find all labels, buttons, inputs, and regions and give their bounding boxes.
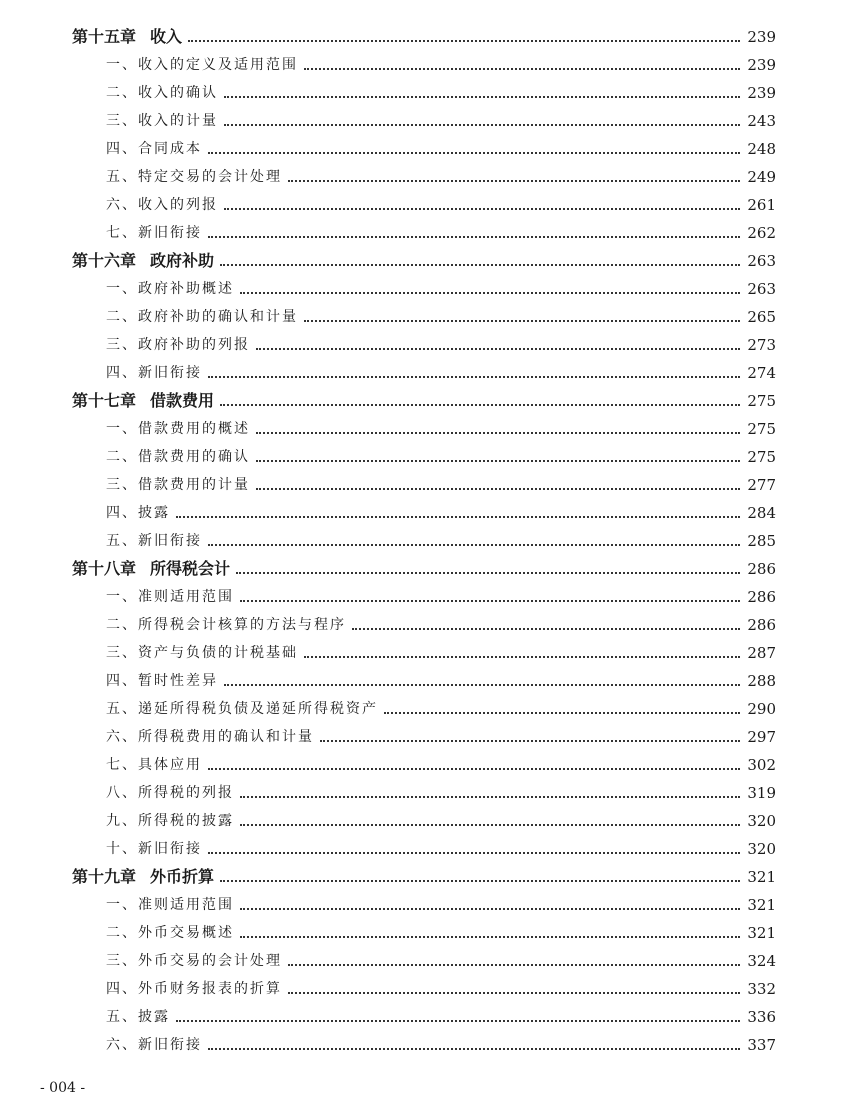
section-title: 九、所得税的披露 xyxy=(106,813,234,829)
section-title: 三、政府补助的列报 xyxy=(106,337,250,353)
page-ref: 302 xyxy=(747,756,776,774)
chapter-number: 第十七章 xyxy=(72,391,137,410)
page-ref: 239 xyxy=(747,28,776,46)
section-title: 三、借款费用的计量 xyxy=(106,477,250,493)
page-ref: 263 xyxy=(747,252,776,270)
page-ref: 249 xyxy=(747,168,776,186)
chapter-number: 第十六章 xyxy=(72,251,137,270)
chapter-number: 第十五章 xyxy=(72,27,137,46)
toc-section-row[interactable] xyxy=(72,944,776,972)
toc-section-row[interactable] xyxy=(72,496,776,524)
dot-leader xyxy=(256,487,740,490)
dot-leader xyxy=(384,711,740,714)
dot-leader xyxy=(220,263,740,266)
toc-chapter-row[interactable] xyxy=(72,20,776,48)
page-ref: 290 xyxy=(747,700,776,718)
section-title: 二、所得税会计核算的方法与程序 xyxy=(106,617,346,633)
section-title: 六、新旧衔接 xyxy=(106,1037,202,1053)
page-ref: 286 xyxy=(747,588,776,606)
dot-leader xyxy=(240,291,740,294)
section-title: 一、准则适用范围 xyxy=(106,897,234,913)
chapter-name: 收入 xyxy=(150,27,183,46)
dot-leader xyxy=(304,319,740,322)
dot-leader xyxy=(188,39,740,42)
dot-leader xyxy=(176,515,740,518)
section-title: 六、所得税费用的确认和计量 xyxy=(106,729,314,745)
chapter-title xyxy=(72,26,188,48)
page-ref: 286 xyxy=(747,560,776,578)
toc-section-row[interactable] xyxy=(72,328,776,356)
page-ref: 285 xyxy=(747,532,776,550)
toc-section-row[interactable] xyxy=(72,1028,776,1056)
toc-section-row[interactable] xyxy=(72,132,776,160)
dot-leader xyxy=(208,543,740,546)
section-title: 三、资产与负债的计税基础 xyxy=(106,645,298,661)
chapter-title xyxy=(72,390,220,412)
page-ref: 319 xyxy=(747,784,776,802)
toc-section-row[interactable] xyxy=(72,104,776,132)
section-title: 七、具体应用 xyxy=(106,757,202,773)
dot-leader xyxy=(256,459,740,462)
dot-leader xyxy=(220,879,740,882)
section-title: 二、外币交易概述 xyxy=(106,925,234,941)
dot-leader xyxy=(288,991,740,994)
page-ref: 274 xyxy=(747,364,776,382)
page-ref: 321 xyxy=(747,924,776,942)
section-title: 四、合同成本 xyxy=(106,141,202,157)
chapter-name: 借款费用 xyxy=(150,391,215,410)
page-ref: 337 xyxy=(747,1036,776,1054)
section-title: 七、新旧衔接 xyxy=(106,225,202,241)
page-ref: 275 xyxy=(747,392,776,410)
dot-leader xyxy=(208,767,740,770)
toc-section-row[interactable] xyxy=(72,272,776,300)
toc-chapter-row[interactable] xyxy=(72,244,776,272)
chapter-title xyxy=(72,250,220,272)
toc-section-row[interactable] xyxy=(72,916,776,944)
page-ref: 284 xyxy=(747,504,776,522)
section-title: 一、准则适用范围 xyxy=(106,589,234,605)
section-title: 四、新旧衔接 xyxy=(106,365,202,381)
chapter-name: 外币折算 xyxy=(150,867,215,886)
dot-leader xyxy=(256,431,740,434)
toc-chapter-row[interactable] xyxy=(72,552,776,580)
page-ref: 263 xyxy=(747,280,776,298)
dot-leader xyxy=(352,627,740,630)
toc-section-row[interactable] xyxy=(72,440,776,468)
page-ref: 286 xyxy=(747,616,776,634)
toc-section-row[interactable] xyxy=(72,608,776,636)
toc-section-row[interactable] xyxy=(72,48,776,76)
page-ref: 321 xyxy=(747,896,776,914)
page-ref: 239 xyxy=(747,56,776,74)
toc-section-row[interactable] xyxy=(72,412,776,440)
toc-section-row[interactable] xyxy=(72,888,776,916)
toc-section-row[interactable] xyxy=(72,468,776,496)
toc-section-row[interactable] xyxy=(72,580,776,608)
toc-section-row[interactable] xyxy=(72,1000,776,1028)
dot-leader xyxy=(208,235,740,238)
dot-leader xyxy=(240,599,740,602)
toc-section-row[interactable] xyxy=(72,160,776,188)
toc-section-row[interactable] xyxy=(72,692,776,720)
dot-leader xyxy=(208,151,740,154)
page-ref: 321 xyxy=(747,868,776,886)
toc-chapter-row[interactable] xyxy=(72,860,776,888)
dot-leader xyxy=(288,963,740,966)
page-ref: 275 xyxy=(747,420,776,438)
chapter-number: 第十九章 xyxy=(72,867,137,886)
section-title: 十、新旧衔接 xyxy=(106,841,202,857)
toc-section-row[interactable] xyxy=(72,972,776,1000)
dot-leader xyxy=(224,95,740,98)
dot-leader xyxy=(320,739,740,742)
chapter-title xyxy=(72,866,220,888)
section-title: 五、递延所得税负债及递延所得税资产 xyxy=(106,701,378,717)
page-ref: 248 xyxy=(747,140,776,158)
toc-section-row[interactable] xyxy=(72,216,776,244)
dot-leader xyxy=(224,207,740,210)
toc-section-row[interactable] xyxy=(72,804,776,832)
section-title: 三、外币交易的会计处理 xyxy=(106,953,282,969)
table-of-contents xyxy=(72,20,776,1056)
page-ref: 320 xyxy=(747,812,776,830)
page-ref: 262 xyxy=(747,224,776,242)
page-ref: 243 xyxy=(747,112,776,130)
toc-section-row[interactable] xyxy=(72,188,776,216)
toc-section-row[interactable] xyxy=(72,524,776,552)
section-title: 八、所得税的列报 xyxy=(106,785,234,801)
chapter-number: 第十八章 xyxy=(72,559,137,578)
section-title: 一、借款费用的概述 xyxy=(106,421,250,437)
section-title: 二、政府补助的确认和计量 xyxy=(106,309,298,325)
page-ref: 288 xyxy=(747,672,776,690)
dot-leader xyxy=(304,655,740,658)
dot-leader xyxy=(224,123,740,126)
section-title: 二、借款费用的确认 xyxy=(106,449,250,465)
dot-leader xyxy=(208,1047,740,1050)
dot-leader xyxy=(240,795,740,798)
page-number: - 004 - xyxy=(40,1080,86,1096)
section-title: 一、政府补助概述 xyxy=(106,281,234,297)
chapter-name: 政府补助 xyxy=(150,251,215,270)
page-ref: 332 xyxy=(747,980,776,998)
toc-section-row[interactable] xyxy=(72,664,776,692)
section-title: 五、特定交易的会计处理 xyxy=(106,169,282,185)
section-title: 四、外币财务报表的折算 xyxy=(106,981,282,997)
toc-section-row[interactable] xyxy=(72,720,776,748)
section-title: 五、披露 xyxy=(106,1009,170,1025)
section-title: 六、收入的列报 xyxy=(106,197,218,213)
page-ref: 273 xyxy=(747,336,776,354)
dot-leader xyxy=(224,683,740,686)
section-title: 四、披露 xyxy=(106,505,170,521)
page-ref: 277 xyxy=(747,476,776,494)
section-title: 二、收入的确认 xyxy=(106,85,218,101)
dot-leader xyxy=(208,851,740,854)
page-ref: 287 xyxy=(747,644,776,662)
dot-leader xyxy=(220,403,740,406)
chapter-title xyxy=(72,558,236,580)
toc-section-row[interactable] xyxy=(72,300,776,328)
toc-chapter-row[interactable] xyxy=(72,384,776,412)
section-title: 一、收入的定义及适用范围 xyxy=(106,57,298,73)
dot-leader xyxy=(236,571,740,574)
section-title: 五、新旧衔接 xyxy=(106,533,202,549)
toc-section-row[interactable] xyxy=(72,776,776,804)
dot-leader xyxy=(256,347,740,350)
page-ref: 336 xyxy=(747,1008,776,1026)
dot-leader xyxy=(240,935,740,938)
toc-section-row[interactable] xyxy=(72,636,776,664)
page-ref: 297 xyxy=(747,728,776,746)
page-ref: 261 xyxy=(747,196,776,214)
toc-section-row[interactable] xyxy=(72,76,776,104)
page-ref: 324 xyxy=(747,952,776,970)
page-ref: 239 xyxy=(747,84,776,102)
dot-leader xyxy=(304,67,740,70)
dot-leader xyxy=(176,1019,740,1022)
section-title: 四、暂时性差异 xyxy=(106,673,218,689)
dot-leader xyxy=(208,375,740,378)
section-title: 三、收入的计量 xyxy=(106,113,218,129)
page-ref: 275 xyxy=(747,448,776,466)
toc-section-row[interactable] xyxy=(72,832,776,860)
page-ref: 265 xyxy=(747,308,776,326)
toc-section-row[interactable] xyxy=(72,748,776,776)
toc-section-row[interactable] xyxy=(72,356,776,384)
dot-leader xyxy=(288,179,740,182)
dot-leader xyxy=(240,907,740,910)
dot-leader xyxy=(240,823,740,826)
chapter-name: 所得税会计 xyxy=(150,559,231,578)
page-ref: 320 xyxy=(747,840,776,858)
